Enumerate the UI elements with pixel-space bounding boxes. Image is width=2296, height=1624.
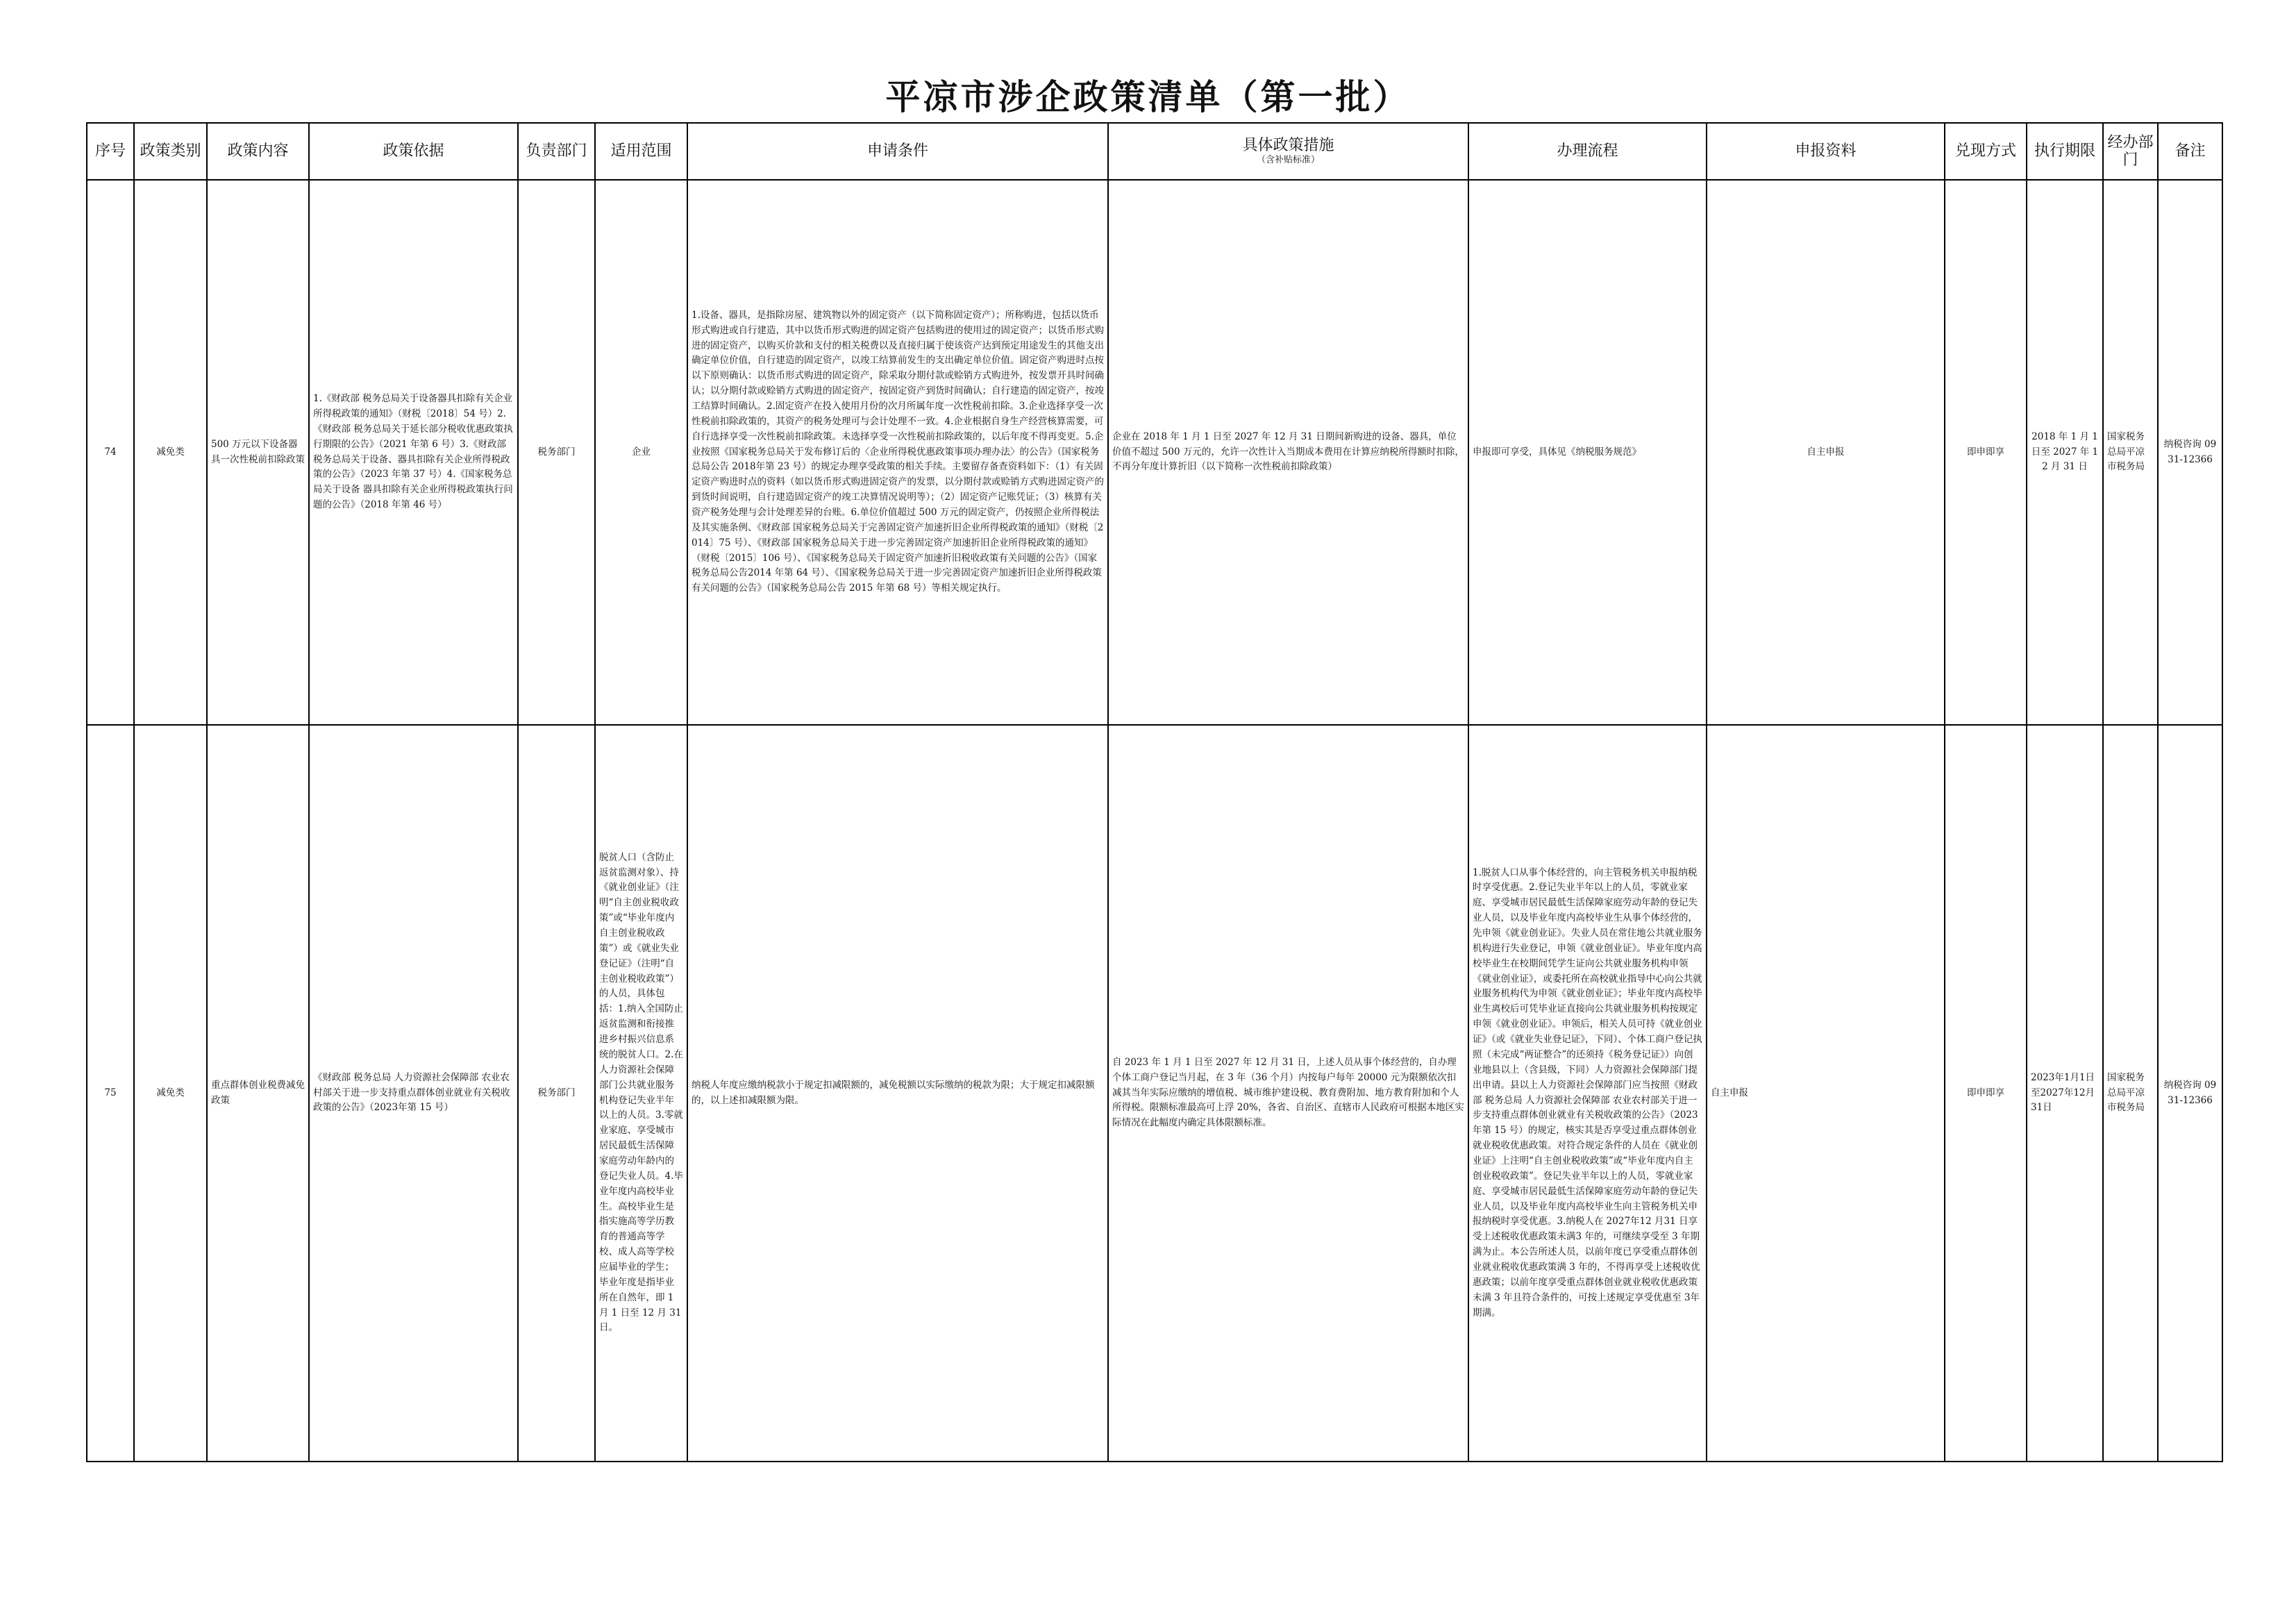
cell-measures: 企业在 2018 年 1 月 1 日至 2027 年 12 月 31 日期间新购进的设备、器具，单位价值不超过 500 万元的，允许一次性计入当期成本费用在计算应纳税所得额时扣除，不再分年度计算折旧（以下简称一次性税前扣除政策） xyxy=(1108,180,1468,725)
header-dept: 负责部门 xyxy=(518,123,595,180)
table-header-row xyxy=(87,123,2222,180)
cell-dept: 税务部门 xyxy=(518,180,595,725)
cell-seq: 75 xyxy=(87,725,134,1462)
cell-process: 申报即可享受，具体见《纳税服务规范》 xyxy=(1468,180,1707,725)
cell-handler: 国家税务总局平凉市税务局 xyxy=(2103,725,2158,1462)
cell-remarks: 纳税咨询 0931-12366 xyxy=(2158,180,2222,725)
table-row xyxy=(87,180,2222,725)
page-title: 平凉市涉企政策清单（第一批） xyxy=(885,77,1411,117)
cell-seq: 74 xyxy=(87,180,134,725)
cell-measures: 自 2023 年 1 月 1 日至 2027 年 12 月 31 日，上述人员从事个体经营的，自办理个体工商户登记当月起，在 3 年（36 个月）内按每户每年 20000 元为限额依次扣减其当年实际应缴纳的增值税、城市维护建设税、教育费附加、地方教育附加和个人所得税。限额标准最高可上浮 20%，各省、自治区、直辖市人民政府可根据本地区实际情况在此幅度内确定具体限额标准。 xyxy=(1108,725,1468,1462)
header-materials: 申报资料 xyxy=(1707,123,1945,180)
cell-content: 重点群体创业税费减免政策 xyxy=(207,725,309,1462)
header-seq: 序号 xyxy=(87,123,134,180)
header-remarks: 备注 xyxy=(2158,123,2222,180)
cell-content: 500 万元以下设备器具一次性税前扣除政策 xyxy=(207,180,309,725)
header-handler: 经办部门 xyxy=(2103,123,2158,180)
header-measures xyxy=(1108,123,1468,180)
cell-process: 1.脱贫人口从事个体经营的，向主管税务机关申报纳税时享受优惠。2.登记失业半年以上的人员，零就业家庭、享受城市居民最低生活保障家庭劳动年龄的登记失业人员，以及毕业年度内高校毕业生从事个体经营的，先申领《就业创业证》。失业人员在常住地公共就业服务机构进行失业登记，申领《就业创业证》。毕业年度内高校毕业生在校期间凭学生证向公共就业服务机构申领《就业创业证》，或委托所在高校就业指导中心向公共就业服务机构代为申领《就业创业证》；毕业年度内高校毕业生离校后可凭毕业证直接向公共就业服务机构按规定申领《就业创业证》。申领后，相关人员可持《就业创业证》（或《就业失业登记证》，下同）、个体工商户登记执照（未完成“两证整合”的还须持《税务登记证》）向创业地县以上（含县级，下同）人力资源社会保障部门提出申请。县以上人力资源社会保障部门应当按照《财政部 税务总局 人力资源社会保障部 农业农村部关于进一步支持重点群体创业就业有关税收政策的公告》（2023 年第 15 号）的规定，核实其是否享受过重点群体创业就业税收优惠政策。对符合规定条件的人员在《就业创业证》上注明“自主创业税收政策”或“毕业年度内自主创业税收政策”。登记失业半年以上的人员，零就业家庭、享受城市居民最低生活保障家庭劳动年龄的登记失业人员，以及毕业年度内高校毕业生向主管税务机关申报纳税时享受优惠。3.纳税人在 2027年12 月31 日享受上述税收优惠政策未满3 年的，可继续享受至 3 年期满为止。本公告所述人员，以前年度已享受重点群体创业就业税收优惠政策满 3 年的，不得再享受上述税收优惠政策；以前年度享受重点群体创业就业税收优惠政策未满 3 年且符合条件的，可按上述规定享受优惠至 3年期满。 xyxy=(1468,725,1707,1462)
cell-basis: 《财政部 税务总局 人力资源社会保障部 农业农村部关于进一步支持重点群体创业就业有关税收政策的公告》（2023年第 15 号） xyxy=(309,725,518,1462)
header-content: 政策内容 xyxy=(207,123,309,180)
cell-materials: 自主申报 xyxy=(1707,180,1945,725)
cell-scope: 企业 xyxy=(595,180,687,725)
header-period: 执行期限 xyxy=(2027,123,2103,180)
header-conditions: 申请条件 xyxy=(687,123,1108,180)
table-row xyxy=(87,725,2222,1462)
cell-remarks: 纳税咨询 0931-12366 xyxy=(2158,725,2222,1462)
header-process: 办理流程 xyxy=(1468,123,1707,180)
cell-basis: 1.《财政部 税务总局关于设备器具扣除有关企业所得税政策的通知》（财税〔2018〕54 号）2.《财政部 税务总局关于延长部分税收优惠政策执行期限的公告》（2021 年第 6 号）3.《财政部 税务总局关于设备、器具扣除有关企业所得税政策的公告》（2023 年第 37 号）4.《国家税务总局关于设备 器具扣除有关企业所得税政策执行问题的公告》（2018 年第 46 号） xyxy=(309,180,518,725)
cell-category: 减免类 xyxy=(134,180,207,725)
header-redemption: 兑现方式 xyxy=(1945,123,2027,180)
cell-redemption: 即申即享 xyxy=(1945,180,2027,725)
header-category: 政策类别 xyxy=(134,123,207,180)
cell-materials: 自主申报 xyxy=(1707,725,1945,1462)
header-measures-label: 具体政策措施 xyxy=(1242,136,1334,154)
header-scope: 适用范围 xyxy=(595,123,687,180)
cell-redemption: 即申即享 xyxy=(1945,725,2027,1462)
cell-dept: 税务部门 xyxy=(518,725,595,1462)
cell-scope: 脱贫人口（含防止返贫监测对象）、持《就业创业证》（注明“自主创业税收政策”或“毕业年度内自主创业税收政策”）或《就业失业登记证》（注明“自主创业税收政策”）的人员，具体包括：1.纳入全国防止返贫监测和衔接推进乡村振兴信息系统的脱贫人口。2.在人力资源社会保障部门公共就业服务机构登记失业半年以上的人员。3.零就业家庭、享受城市居民最低生活保障家庭劳动年龄内的登记失业人员。4.毕业年度内高校毕业生。高校毕业生是指实施高等学历教育的普通高等学校、成人高等学校应届毕业的学生；毕业年度是指毕业所在自然年，即 1 月 1 日至 12 月 31 日。 xyxy=(595,725,687,1462)
cell-conditions: 1.设备、器具，是指除房屋、建筑物以外的固定资产（以下简称固定资产）；所称购进，包括以货币形式购进或自行建造，其中以货币形式购进的固定资产包括购进的使用过的固定资产；以货币形式购进的固定资产，以购买价款和支付的相关税费以及直接归属于使该资产达到预定用途发生的其他支出确定单位价值，自行建造的固定资产，以竣工结算前发生的支出确定单位价值。固定资产购进时点按以下原则确认：以货币形式购进的固定资产，除采取分期付款或赊销方式购进外，按发票开具时间确认；以分期付款或赊销方式购进的固定资产，按固定资产到货时间确认；自行建造的固定资产，按竣工结算时间确认。2.固定资产在投入使用月份的次月所属年度一次性税前扣除。3.企业选择享受一次性税前扣除政策的，其资产的税务处理可与会计处理不一致。4.企业根据自身生产经营核算需要，可自行选择享受一次性税前扣除政策。未选择享受一次性税前扣除政策的，以后年度不得再变更。5.企业按照《国家税务总局关于发布修订后的〈企业所得税优惠政策事项办理办法〉的公告》（国家税务总局公告 2018年第 23 号）的规定办理享受政策的相关手续。主要留存备查资料如下：（1）有关固定资产购进时点的资料（如以货币形式购进固定资产的发票，以分期付款或赊销方式购进固定资产的到货时间说明，自行建造固定资产的竣工决算情况说明等）；（2）固定资产记账凭证；（3）核算有关资产税务处理与会计处理差异的台账。6.单位价值超过 500 万元的固定资产，仍按照企业所得税法及其实施条例、《财政部 国家税务总局关于完善固定资产加速折旧企业所得税政策的通知》（财税〔2014〕75 号）、《财政部 国家税务总局关于进一步完善固定资产加速折旧企业所得税政策的通知》（财税〔2015〕106 号）、《国家税务总局关于固定资产加速折旧税收政策有关问题的公告》（国家税务总局公告2014 年第 64 号）、《国家税务总局关于进一步完善固定资产加速折旧企业所得税政策有关问题的公告》（国家税务总局公告 2015 年第 68 号）等相关规定执行。 xyxy=(687,180,1108,725)
cell-period: 2023年1月1日至2027年12月31日 xyxy=(2027,725,2103,1462)
policy-table xyxy=(86,122,2223,1462)
cell-conditions: 纳税人年度应缴纳税款小于规定扣减限额的，减免税额以实际缴纳的税款为限；大于规定扣减限额的，以上述扣减限额为限。 xyxy=(687,725,1108,1462)
cell-handler: 国家税务总局平凉市税务局 xyxy=(2103,180,2158,725)
header-basis: 政策依据 xyxy=(309,123,518,180)
cell-category: 减免类 xyxy=(134,725,207,1462)
cell-period: 2018 年 1 月 1 日至 2027 年 12 月 31 日 xyxy=(2027,180,2103,725)
header-measures-sub: （含补贴标准） xyxy=(1256,155,1320,166)
